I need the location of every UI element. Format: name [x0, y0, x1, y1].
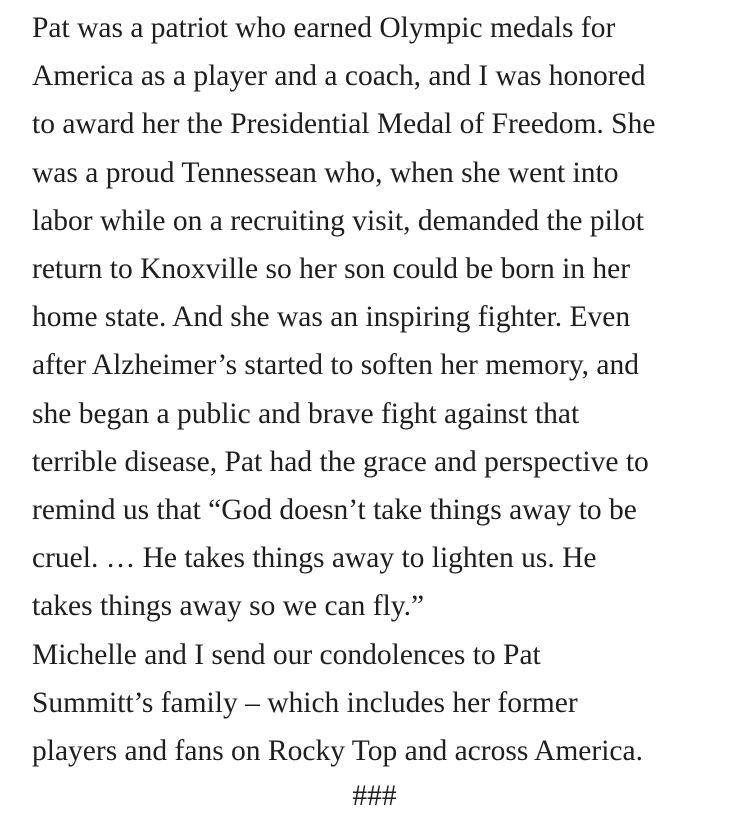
- text-line: was a proud Tennessean who, when she went into: [32, 156, 619, 189]
- text-line: Summitt’s family – which includes her former: [32, 686, 578, 719]
- text-line: Michelle and I send our condolences to Pat: [32, 638, 541, 671]
- text-line: to award her the Presidential Medal of Freedom. She: [32, 108, 656, 141]
- text-line: she began a public and brave fight against that: [32, 397, 580, 430]
- text-line: players and fans on Rocky Top and across America.: [32, 735, 643, 768]
- text-line: cruel. … He takes things away to lighten us. He: [32, 542, 597, 575]
- text-line: takes things away so we can fly.”: [32, 590, 425, 623]
- text-line: home state. And she was an inspiring fighter. Even: [32, 301, 631, 334]
- text-line: Pat was a patriot who earned Olympic medals for: [32, 12, 616, 44]
- text-line: return to Knoxville so her son could be born in her: [32, 253, 631, 286]
- text-line: remind us that “God doesn’t take things away to be: [32, 494, 637, 527]
- statement-body: [32, 4, 732, 775]
- text-line: America as a player and a coach, and I was honored: [32, 60, 646, 93]
- text-line: labor while on a recruiting visit, demanded the pilot: [32, 204, 644, 237]
- paragraph-condolences: [32, 631, 732, 776]
- end-of-release-mark: ###: [352, 780, 397, 812]
- paragraph-tribute: [32, 4, 732, 631]
- text-line: terrible disease, Pat had the grace and perspective to: [32, 445, 649, 478]
- text-line: after Alzheimer’s started to soften her memory, and: [32, 349, 639, 382]
